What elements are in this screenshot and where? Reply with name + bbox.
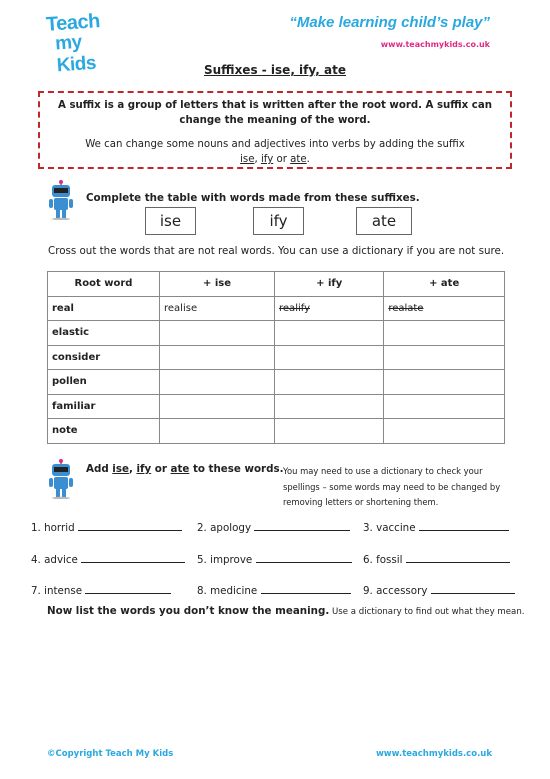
root-word: consider: [48, 345, 160, 370]
root-word: note: [48, 419, 160, 444]
exercise-item: 8. medicine: [197, 583, 351, 597]
page-title: Suffixes - ise, ify, ate: [204, 63, 346, 77]
answer-blank[interactable]: [431, 583, 515, 594]
answer-ate[interactable]: realate: [384, 296, 505, 321]
answer-blank[interactable]: [256, 552, 352, 563]
root-word: elastic: [48, 321, 160, 346]
add-suffix-instruction: Add ise, ify or ate to these words.: [86, 463, 284, 475]
suffix-box-ify: ify: [253, 207, 304, 235]
answer-ise[interactable]: [160, 345, 275, 370]
answer-ise[interactable]: realise: [160, 296, 275, 321]
answer-ify[interactable]: [275, 419, 384, 444]
answer-ify[interactable]: [275, 345, 384, 370]
answer-blank[interactable]: [419, 520, 509, 531]
header-ify: + ify: [275, 272, 384, 297]
answer-ate[interactable]: [384, 321, 505, 346]
logo: [45, 10, 126, 77]
table-row: [48, 345, 505, 370]
answer-ise[interactable]: [160, 419, 275, 444]
answer-ise[interactable]: [160, 394, 275, 419]
table-row: [48, 321, 505, 346]
suffix-box-ise: ise: [145, 207, 196, 235]
crossout-instruction: Cross out the words that are not real words. You can use a dictionary if you are not sure.: [48, 245, 505, 257]
suffix-table: [47, 271, 505, 444]
suffix-ate-ref: ate: [290, 154, 307, 165]
footer-copyright: ©Copyright Teach My Kids: [47, 749, 174, 759]
table-instruction: Complete the table with words made from these suffixes.: [86, 192, 420, 204]
answer-blank[interactable]: [254, 520, 350, 531]
robot-icon: [47, 180, 75, 220]
answer-blank[interactable]: [78, 520, 182, 531]
exercise-item: 7. intense: [31, 583, 171, 597]
root-word: pollen: [48, 370, 160, 395]
answer-blank[interactable]: [81, 552, 185, 563]
answer-ify[interactable]: [275, 370, 384, 395]
header-ate: + ate: [384, 272, 505, 297]
answer-ify[interactable]: [275, 321, 384, 346]
exercise-item: 1. horrid: [31, 520, 182, 534]
final-instruction: Now list the words you don’t know the meaning. Use a dictionary to find out what they mean.: [47, 605, 525, 617]
answer-ate[interactable]: [384, 419, 505, 444]
definition-text: A suffix is a group of letters that is written after the root word. A suffix can change the meaning of the word.: [58, 100, 492, 126]
table-row: [48, 394, 505, 419]
answer-ise[interactable]: [160, 321, 275, 346]
suffix-ise-ref: ise: [240, 154, 255, 165]
answer-ate[interactable]: [384, 394, 505, 419]
exercise-item: 2. apology: [197, 520, 350, 534]
table-row: [48, 370, 505, 395]
exercise-item: 5. improve: [197, 552, 352, 566]
suffix-ify-ref: ify: [260, 154, 274, 165]
answer-ify[interactable]: realify: [275, 296, 384, 321]
footer-url[interactable]: www.teachmykids.co.uk: [375, 749, 492, 759]
tagline: “Make learning child’s play”: [289, 14, 490, 31]
header-ise: + ise: [160, 272, 275, 297]
exercise-item: 3. vaccine: [363, 520, 509, 534]
suffix-box-ate: ate: [356, 207, 412, 235]
definition-box: [38, 91, 512, 169]
answer-ate[interactable]: [384, 345, 505, 370]
header-url[interactable]: www.teachmykids.co.uk: [380, 40, 490, 49]
answer-ify[interactable]: [275, 394, 384, 419]
definition-suffix-text: We can change some nouns and adjectives into verbs by adding the suffix ise, ify or ate.: [85, 139, 465, 165]
logo-text-line2: my Kids: [54, 31, 97, 77]
table-row: [48, 296, 505, 321]
answer-ate[interactable]: [384, 370, 505, 395]
answer-blank[interactable]: [85, 583, 171, 594]
dictionary-note: You may need to use a dictionary to check your spellings – some words may need to be changed by removing letters or shortening them.: [283, 466, 501, 507]
header-root-word: Root word: [48, 272, 160, 297]
exercise-item: 4. advice: [31, 552, 185, 566]
robot-icon: [47, 459, 75, 499]
root-word: real: [48, 296, 160, 321]
answer-blank[interactable]: [406, 552, 510, 563]
answer-ise[interactable]: [160, 370, 275, 395]
logo-text-line1: Teach: [45, 10, 101, 36]
root-word: familiar: [48, 394, 160, 419]
table-row: [48, 419, 505, 444]
exercise-item: 6. fossil: [363, 552, 510, 566]
table-header-row: [48, 272, 505, 297]
exercise-item: 9. accessory: [363, 583, 515, 597]
answer-blank[interactable]: [261, 583, 351, 594]
